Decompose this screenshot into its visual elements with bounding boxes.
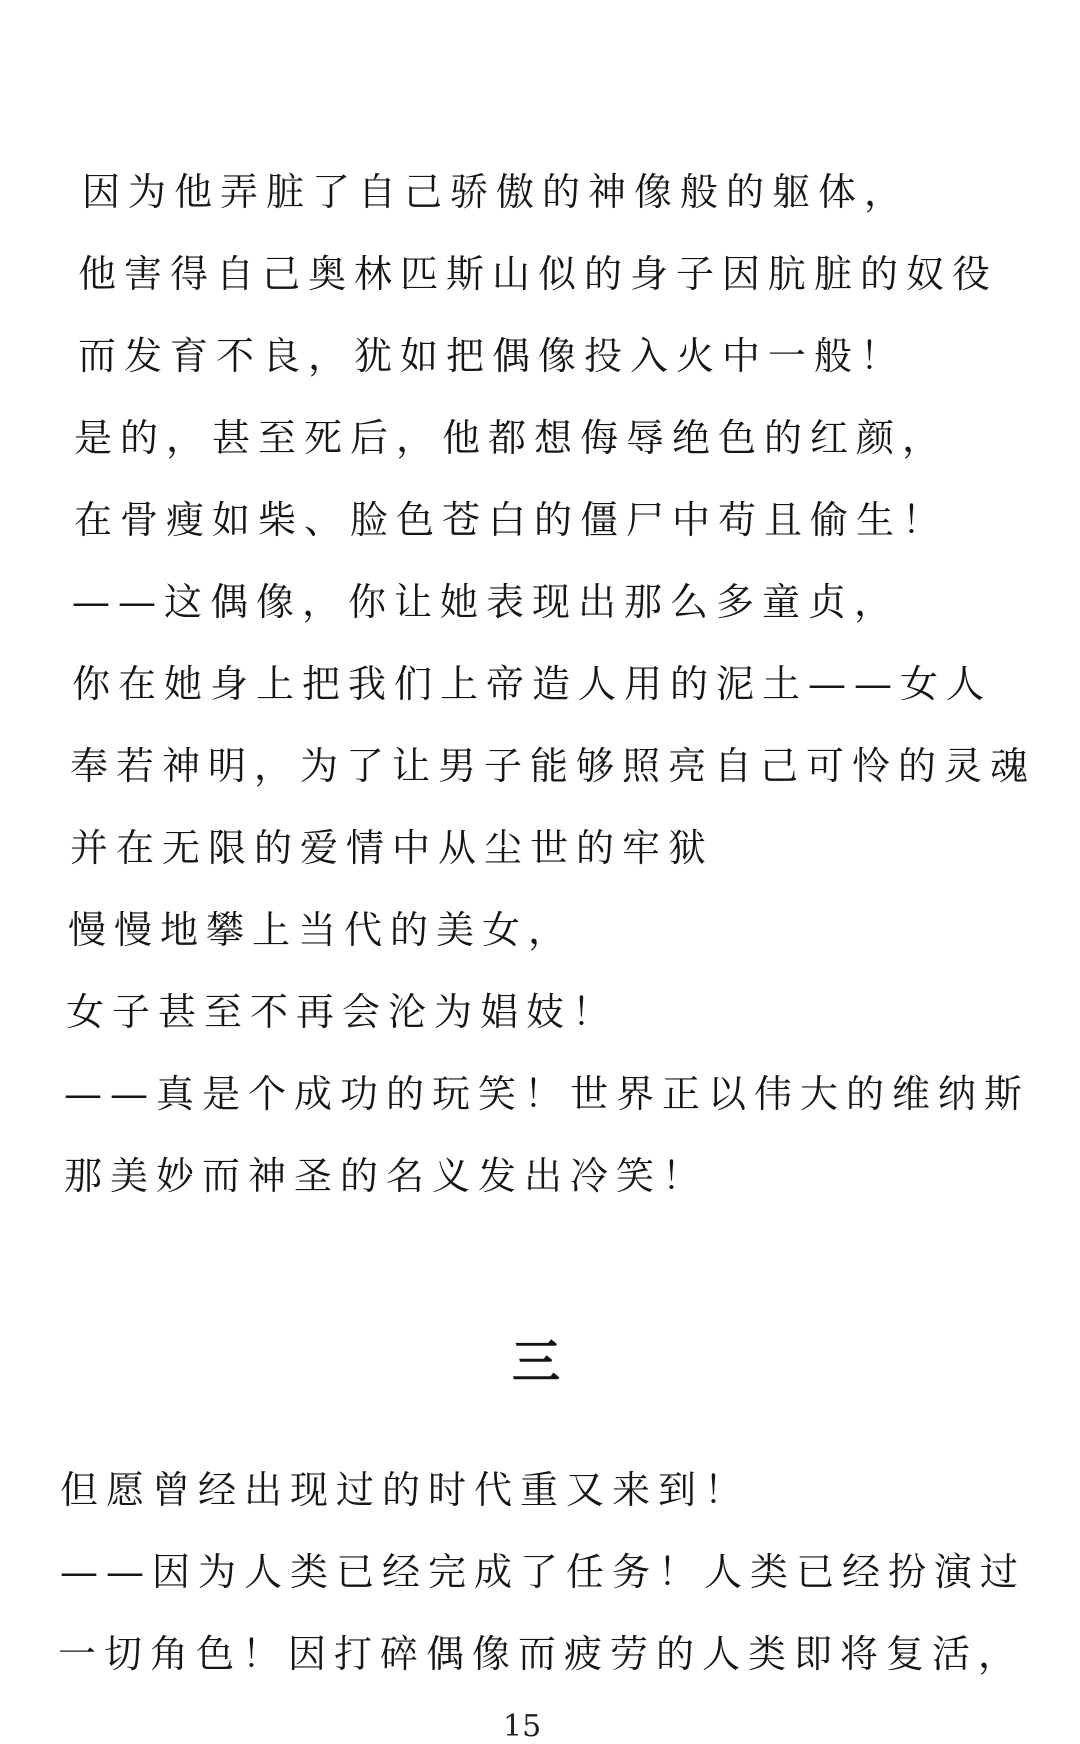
poem-line: 女子甚至不再会沦为娼妓！ [66,990,619,1034]
page-number: 15 [503,1709,542,1744]
poem-line: ——这偶像，你让她表现出那么多童贞， [72,580,901,624]
poem-line: 那美妙而神圣的名义发出冷笑！ [64,1154,709,1198]
poem-line: ——真是个成功的玩笑！世界正以伟大的维纳斯 [64,1072,1031,1116]
poem-line: 在骨瘦如柴、脸色苍白的僵尸中苟且偷生！ [74,498,949,542]
poem-line: 奉若神明，为了让男子能够照亮自己可怜的灵魂 [70,744,1037,788]
poem-line: 而发育不良，犹如把偶像投入火中一般！ [78,334,907,378]
poem-line: 是的，甚至死后，他都想侮辱绝色的红颜， [74,416,949,460]
poem-line: 并在无限的爱情中从尘世的牢狱 [70,826,715,870]
poem-line: ——因为人类已经完成了任务！人类已经扮演过 [60,1550,1027,1594]
poem-line: 慢慢地攀上当代的美女， [68,908,575,952]
poem-line: 但愿曾经出现过的时代重又来到！ [60,1468,751,1512]
poem-line: 他害得自己奥林匹斯山似的身子因肮脏的奴役 [78,252,999,296]
poem-line: 因为他弄脏了自己骄傲的神像般的躯体， [82,170,911,214]
poem-line: 你在她身上把我们上帝造人用的泥土——女人 [72,662,993,706]
poem-line: 一切角色！因打碎偶像而疲劳的人类即将复活， [58,1632,1025,1676]
section-heading: 三 [512,1334,561,1390]
